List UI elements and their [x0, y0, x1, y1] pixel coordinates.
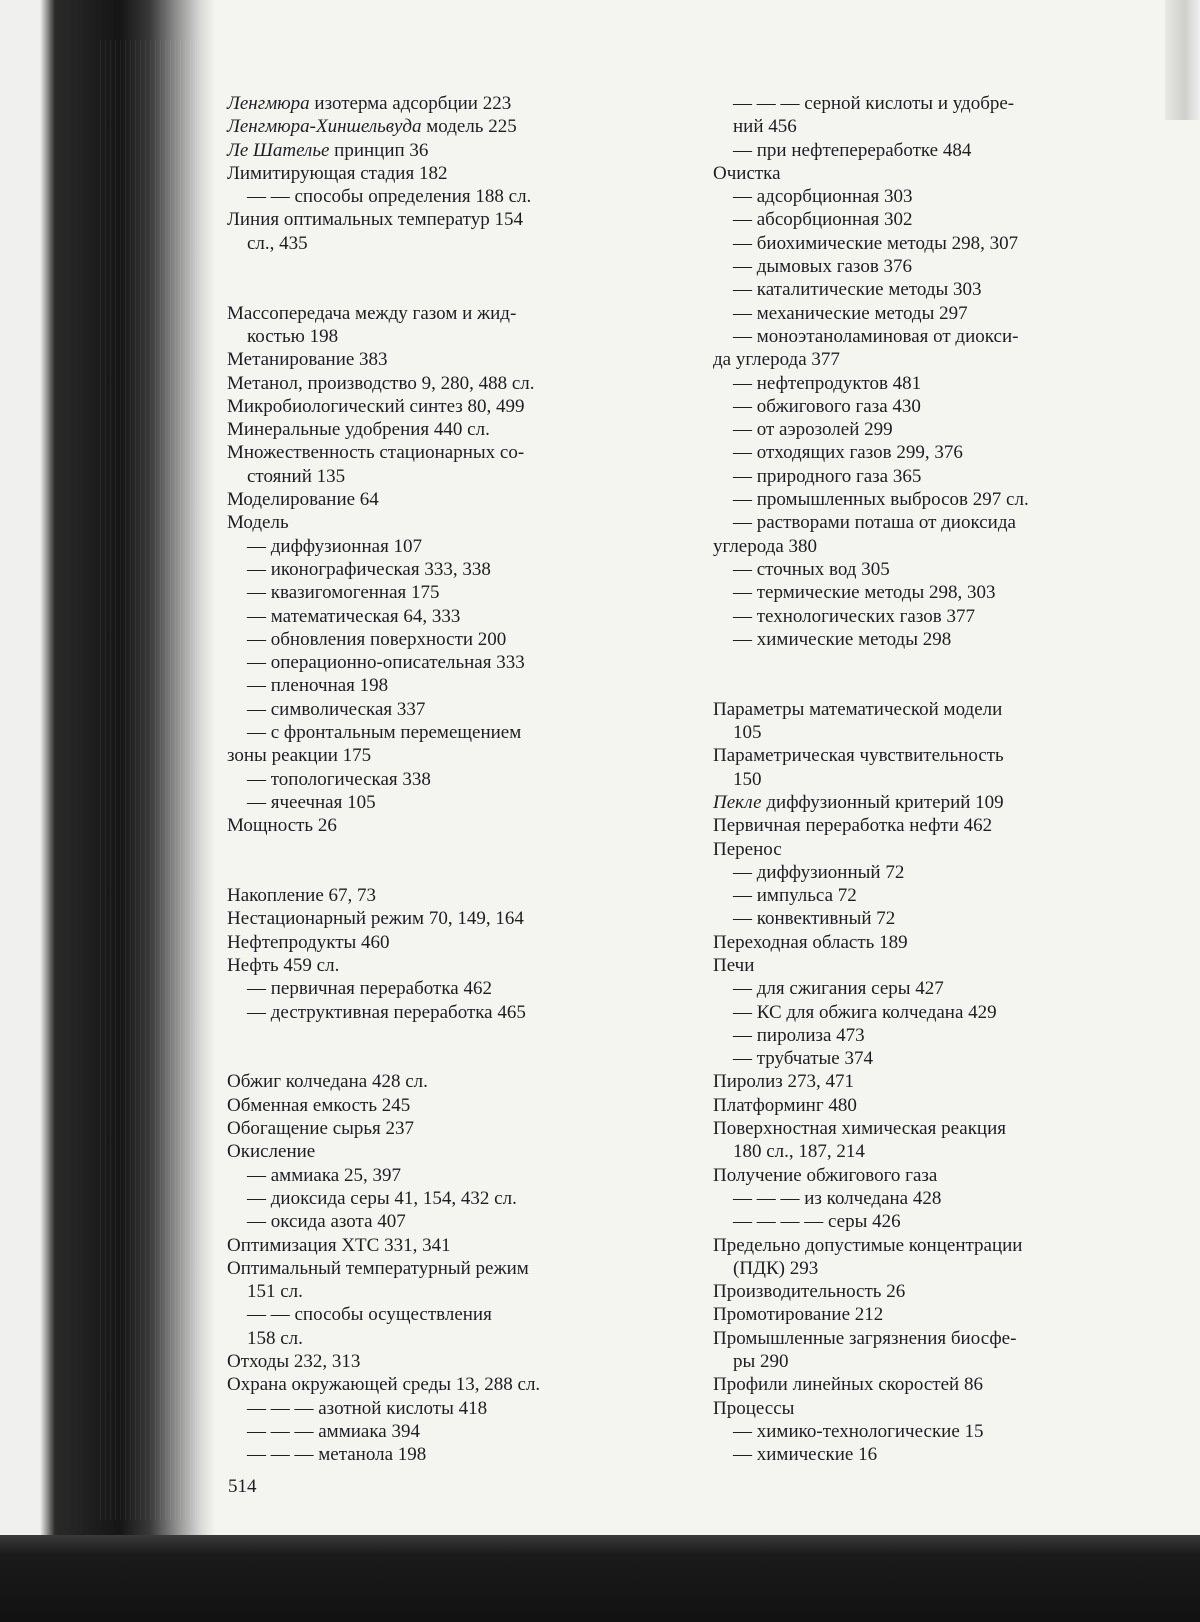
- index-entry: [713, 1420, 1133, 1443]
- index-entry: [713, 372, 1133, 395]
- index-entry: [227, 1443, 645, 1466]
- index-entry-text: — с фронтальным перемещением: [247, 722, 522, 744]
- index-entry-name: Ленгмюра-Хиншельвуда: [227, 116, 422, 138]
- index-entry: [713, 861, 1133, 884]
- index-entry-text: Массопередача между газом и жид-: [227, 302, 517, 324]
- index-entry-text: Нефть 459 сл.: [227, 954, 340, 976]
- index-entry: [713, 605, 1133, 628]
- index-entry-text: Оптимизация ХТС 331, 341: [227, 1234, 451, 1256]
- index-entry: [227, 931, 645, 954]
- index-entry-text: Процессы: [713, 1397, 795, 1419]
- index-entry-text: — импульса 72: [733, 885, 857, 907]
- index-entry-text: — сточных вод 305: [733, 558, 890, 580]
- index-entry-text: — растворами поташа от диоксида: [733, 512, 1016, 534]
- index-entry-text: — химические методы 298: [733, 628, 952, 650]
- index-entry: [713, 721, 1133, 744]
- index-entry: [713, 255, 1133, 278]
- index-entry-text: Параметрическая чувствительность: [713, 745, 1004, 767]
- index-column-left: [227, 92, 645, 1467]
- index-entry-text: Первичная переработка нефти 462: [713, 815, 993, 837]
- index-entry: [227, 1001, 645, 1024]
- index-entry: [713, 465, 1133, 488]
- index-entry: [713, 628, 1133, 651]
- index-entry-text: — — — азотной кислоты 418: [247, 1397, 488, 1419]
- index-entry-text: Охрана окружающей среды 13, 288 сл.: [227, 1374, 541, 1396]
- index-entry: [713, 1140, 1133, 1163]
- index-entry: [227, 581, 645, 604]
- index-entry-text: Отходы 232, 313: [227, 1351, 361, 1373]
- index-entry-text: принцип 36: [329, 139, 429, 161]
- index-entry: [713, 395, 1133, 418]
- index-entry-text: Предельно допустимые концентрации: [713, 1234, 1023, 1256]
- index-entry: [227, 791, 645, 814]
- index-entry-text: Нестационарный режим 70, 149, 164: [227, 908, 524, 930]
- index-entry-text: Модель: [227, 512, 289, 534]
- index-entry: [713, 1257, 1133, 1280]
- index-entry-text: — диффузионный 72: [733, 861, 905, 883]
- index-entry-text: Метанол, производство 9, 280, 488 сл.: [227, 372, 535, 394]
- index-entry: [713, 1327, 1133, 1350]
- section-gap: [713, 651, 1133, 698]
- index-entry: [713, 441, 1133, 464]
- index-entry: [713, 1024, 1133, 1047]
- index-entry-text: ры 290: [733, 1351, 789, 1373]
- index-entry-text: 158 сл.: [247, 1327, 303, 1349]
- index-entry-text: — — — — серы 426: [733, 1211, 901, 1233]
- index-entry-text: Линия оптимальных температур 154: [227, 209, 523, 231]
- index-entry: [227, 628, 645, 651]
- index-entry: [713, 325, 1133, 348]
- index-entry: [227, 1327, 645, 1350]
- index-entry: [713, 488, 1133, 511]
- index-entry: [227, 1303, 645, 1326]
- index-entry-text: Окисление: [227, 1141, 316, 1163]
- index-entry: [227, 814, 645, 837]
- page-edge-right: [1165, 0, 1200, 120]
- index-entry: [713, 907, 1133, 930]
- index-entry-text: костью 198: [247, 325, 339, 347]
- index-entry-text: — КС для обжига колчедана 429: [733, 1001, 997, 1023]
- index-entry-text: Перенос: [713, 838, 782, 860]
- index-entry: [227, 1280, 645, 1303]
- index-entry: [713, 278, 1133, 301]
- index-entry-text: — диоксида серы 41, 154, 432 сл.: [247, 1187, 517, 1209]
- index-entry: [713, 185, 1133, 208]
- index-entry-name: Пекле: [713, 791, 762, 813]
- index-entry: [713, 1303, 1133, 1326]
- index-entry: [227, 954, 645, 977]
- index-entry: [227, 348, 645, 371]
- index-entry: [227, 768, 645, 791]
- index-entry-text: — моноэтаноламиновая от диокси-: [733, 325, 1019, 347]
- index-entry: [227, 1257, 645, 1280]
- index-entry-text: — операционно-описательная 333: [247, 652, 525, 674]
- index-entry: [227, 418, 645, 441]
- index-entry-text: — трубчатые 374: [733, 1048, 873, 1070]
- index-entry: [227, 1350, 645, 1373]
- index-entry: [227, 977, 645, 1000]
- index-entry-text: — иконографическая 333, 338: [247, 558, 491, 580]
- index-entry-text: Переходная область 189: [713, 931, 908, 953]
- index-entry: [227, 1420, 645, 1443]
- index-entry: [713, 838, 1133, 861]
- index-entry-text: Получение обжигового газа: [713, 1164, 938, 1186]
- section-gap: [227, 838, 645, 885]
- index-entry-text: Множественность стационарных со-: [227, 442, 525, 464]
- index-entry-text: — — способы осуществления: [247, 1304, 492, 1326]
- index-entry: [227, 139, 645, 162]
- index-entry: [713, 558, 1133, 581]
- index-entry: [227, 465, 645, 488]
- index-entry-text: — — — метанола 198: [247, 1444, 427, 1466]
- index-entry-text: — — — серной кислоты и удобре-: [733, 93, 1015, 114]
- index-entry-text: изотерма адсорбции 223: [309, 93, 512, 114]
- bottom-shadow: [0, 1535, 1200, 1622]
- index-entry: [227, 721, 645, 744]
- index-entry: [713, 977, 1133, 1000]
- index-entry: [713, 348, 1133, 371]
- index-entry: [713, 511, 1133, 534]
- index-entry: [713, 302, 1133, 325]
- index-entry: [227, 208, 645, 231]
- index-entry-text: Обменная емкость 245: [227, 1094, 411, 1116]
- index-entry-text: — технологических газов 377: [733, 605, 975, 627]
- index-entry: [713, 535, 1133, 558]
- index-entry: [713, 1373, 1133, 1396]
- index-entry: [227, 1070, 645, 1093]
- index-entry: [227, 488, 645, 511]
- index-entry: [227, 302, 645, 325]
- index-entry: [227, 1164, 645, 1187]
- index-entry-text: Мощность 26: [227, 815, 337, 837]
- index-entry-text: — — — из колчедана 428: [733, 1187, 942, 1209]
- index-entry-text: — пленочная 198: [247, 675, 389, 697]
- index-entry-text: — механические методы 297: [733, 302, 968, 324]
- index-entry: [227, 232, 645, 255]
- index-entry-text: Обжиг колчедана 428 сл.: [227, 1071, 428, 1093]
- index-entry: [713, 208, 1133, 231]
- index-entry-text: Печи: [713, 954, 755, 976]
- index-entry: [713, 162, 1133, 185]
- index-entry-text: — — способы определения 188 сл.: [247, 186, 532, 208]
- index-entry-text: Метанирование 383: [227, 349, 388, 371]
- page-edges: [100, 40, 200, 1520]
- index-entry: [713, 1350, 1133, 1373]
- index-entry-text: — — — аммиака 394: [247, 1420, 420, 1442]
- index-entry-text: Промышленные загрязнения биосфе-: [713, 1327, 1017, 1349]
- index-entry: [227, 1117, 645, 1140]
- index-column-right: [713, 92, 1133, 1467]
- index-entry: [713, 931, 1133, 954]
- index-entry: [227, 674, 645, 697]
- index-entry-text: — адсорбционная 303: [733, 186, 913, 208]
- index-entry: [227, 558, 645, 581]
- index-entry: [227, 1210, 645, 1233]
- index-entry-text: — дымовых газов 376: [733, 256, 913, 278]
- index-entry-text: Поверхностная химическая реакция: [713, 1118, 1007, 1140]
- index-entry: [227, 1140, 645, 1163]
- index-entry-text: стояний 135: [247, 465, 346, 487]
- index-entry-text: (ПДК) 293: [733, 1257, 819, 1279]
- index-entry-text: — оксида азота 407: [247, 1211, 406, 1233]
- index-entry-text: Оптимальный температурный режим: [227, 1257, 529, 1279]
- index-entry: [227, 325, 645, 348]
- index-entry: [713, 1210, 1133, 1233]
- index-entry: [713, 1094, 1133, 1117]
- index-entry-text: диффузионный критерий 109: [761, 791, 1004, 813]
- index-entry-text: 151 сл.: [247, 1281, 303, 1303]
- index-entry: [227, 511, 645, 534]
- index-entry-text: Промотирование 212: [713, 1304, 884, 1326]
- index-entry-text: — топологическая 338: [247, 768, 431, 790]
- index-entry-text: ний 456: [733, 116, 797, 138]
- index-entry: [713, 115, 1133, 138]
- index-entry: [227, 884, 645, 907]
- index-entry: [713, 884, 1133, 907]
- index-entry: [227, 115, 645, 138]
- index-entry-text: — нефтепродуктов 481: [733, 372, 922, 394]
- index-entry: [713, 92, 1133, 115]
- index-entry: [713, 1234, 1133, 1257]
- index-entry-text: Моделирование 64: [227, 489, 379, 511]
- index-entry: [227, 1397, 645, 1420]
- index-entry: [227, 1187, 645, 1210]
- index-entry-text: сл., 435: [247, 232, 308, 254]
- index-entry-text: — квазигомогенная 175: [247, 582, 440, 604]
- index-entry: [713, 744, 1133, 767]
- index-entry: [713, 418, 1133, 441]
- index-entry: [227, 605, 645, 628]
- index-entry-text: — пиролиза 473: [733, 1024, 865, 1046]
- index-entry-text: — биохимические методы 298, 307: [733, 232, 1019, 254]
- index-entry-text: — при нефтепереработке 484: [733, 139, 972, 161]
- index-entry-text: 180 сл., 187, 214: [733, 1141, 865, 1163]
- index-entry-text: Минеральные удобрения 440 сл.: [227, 419, 490, 441]
- index-entry-text: Обогащение сырья 237: [227, 1118, 415, 1140]
- index-entry-text: — математическая 64, 333: [247, 605, 461, 627]
- index-entry: [713, 1164, 1133, 1187]
- index-entry: [713, 814, 1133, 837]
- index-entry-text: Микробиологический синтез 80, 499: [227, 395, 525, 417]
- index-entry: [713, 232, 1133, 255]
- section-gap: [227, 255, 645, 302]
- index-entry-text: — конвективный 72: [733, 908, 896, 930]
- index-entry: [227, 162, 645, 185]
- index-entry-text: углерода 380: [713, 535, 818, 557]
- index-entry-text: — термические методы 298, 303: [733, 582, 996, 604]
- index-entry-text: — первичная переработка 462: [247, 978, 492, 1000]
- index-entry-text: — ячеечная 105: [247, 791, 376, 813]
- index-entry: [227, 907, 645, 930]
- index-entry-text: Пиролиз 273, 471: [713, 1071, 855, 1093]
- index-entry: [713, 1280, 1133, 1303]
- index-entry-text: — обжигового газа 430: [733, 395, 921, 417]
- index-entry: [713, 1001, 1133, 1024]
- index-entry-text: Очистка: [713, 162, 781, 184]
- index-entry: [713, 768, 1133, 791]
- index-entry-text: — отходящих газов 299, 376: [733, 442, 963, 464]
- index-entry: [227, 535, 645, 558]
- page-number: 514: [228, 1476, 257, 1497]
- index-entry-text: Нефтепродукты 460: [227, 931, 390, 953]
- index-entry-text: — природного газа 365: [733, 465, 922, 487]
- index-entry-text: Платформинг 480: [713, 1094, 857, 1116]
- index-entry-name: Ленгмюра: [227, 93, 310, 114]
- index-entry: [227, 92, 645, 115]
- index-entry-text: — аммиака 25, 397: [247, 1164, 401, 1186]
- index-entry: [713, 698, 1133, 721]
- index-entry: [713, 954, 1133, 977]
- index-entry-text: зоны реакции 175: [227, 745, 372, 767]
- index-entry: [713, 1187, 1133, 1210]
- index-entry: [227, 1373, 645, 1396]
- index-entry-text: — диффузионная 107: [247, 535, 423, 557]
- index-entry-text: Лимитирующая стадия 182: [227, 162, 448, 184]
- index-entry-text: — обновления поверхности 200: [247, 628, 507, 650]
- index-entry-text: — химические 16: [733, 1444, 878, 1466]
- index-entry: [227, 372, 645, 395]
- index-entry: [227, 395, 645, 418]
- index-entry-text: Профили линейных скоростей 86: [713, 1374, 983, 1396]
- index-entry-text: 105: [733, 722, 762, 744]
- index-entry: [227, 1234, 645, 1257]
- index-entry-text: — символическая 337: [247, 698, 426, 720]
- index-entry-text: Накопление 67, 73: [227, 885, 377, 907]
- index-entry-text: Производительность 26: [713, 1281, 906, 1303]
- index-entry-text: — от аэрозолей 299: [733, 419, 893, 441]
- index-entry-name: Ле Шателье: [227, 139, 330, 161]
- index-entry-text: — деструктивная переработка 465: [247, 1001, 526, 1023]
- index-entry-text: — для сжигания серы 427: [733, 978, 944, 1000]
- index-entry: [227, 698, 645, 721]
- index-entry: [713, 1047, 1133, 1070]
- index-entry-text: — каталитические методы 303: [733, 279, 982, 301]
- index-entry-text: 150: [733, 768, 762, 790]
- index-entry-text: модель 225: [421, 116, 517, 138]
- index-entry-text: — промышленных выбросов 297 сл.: [733, 489, 1029, 511]
- index-entry: [713, 791, 1133, 814]
- index-entry-text: — химико-технологические 15: [733, 1420, 984, 1442]
- index-entry: [713, 1397, 1133, 1420]
- index-entry-text: Параметры математической модели: [713, 698, 1003, 720]
- index-entry: [713, 1070, 1133, 1093]
- index-entry: [713, 1117, 1133, 1140]
- index-entry: [713, 139, 1133, 162]
- index-entry-text: да углерода 377: [713, 349, 840, 371]
- index-entry: [713, 1443, 1133, 1466]
- index-entry: [227, 441, 645, 464]
- index-entry: [227, 1094, 645, 1117]
- index-entry: [227, 651, 645, 674]
- section-gap: [227, 1024, 645, 1071]
- index-entry-text: — абсорбционная 302: [733, 209, 913, 231]
- index-entry: [227, 744, 645, 767]
- index-entry: [713, 581, 1133, 604]
- index-entry: [227, 185, 645, 208]
